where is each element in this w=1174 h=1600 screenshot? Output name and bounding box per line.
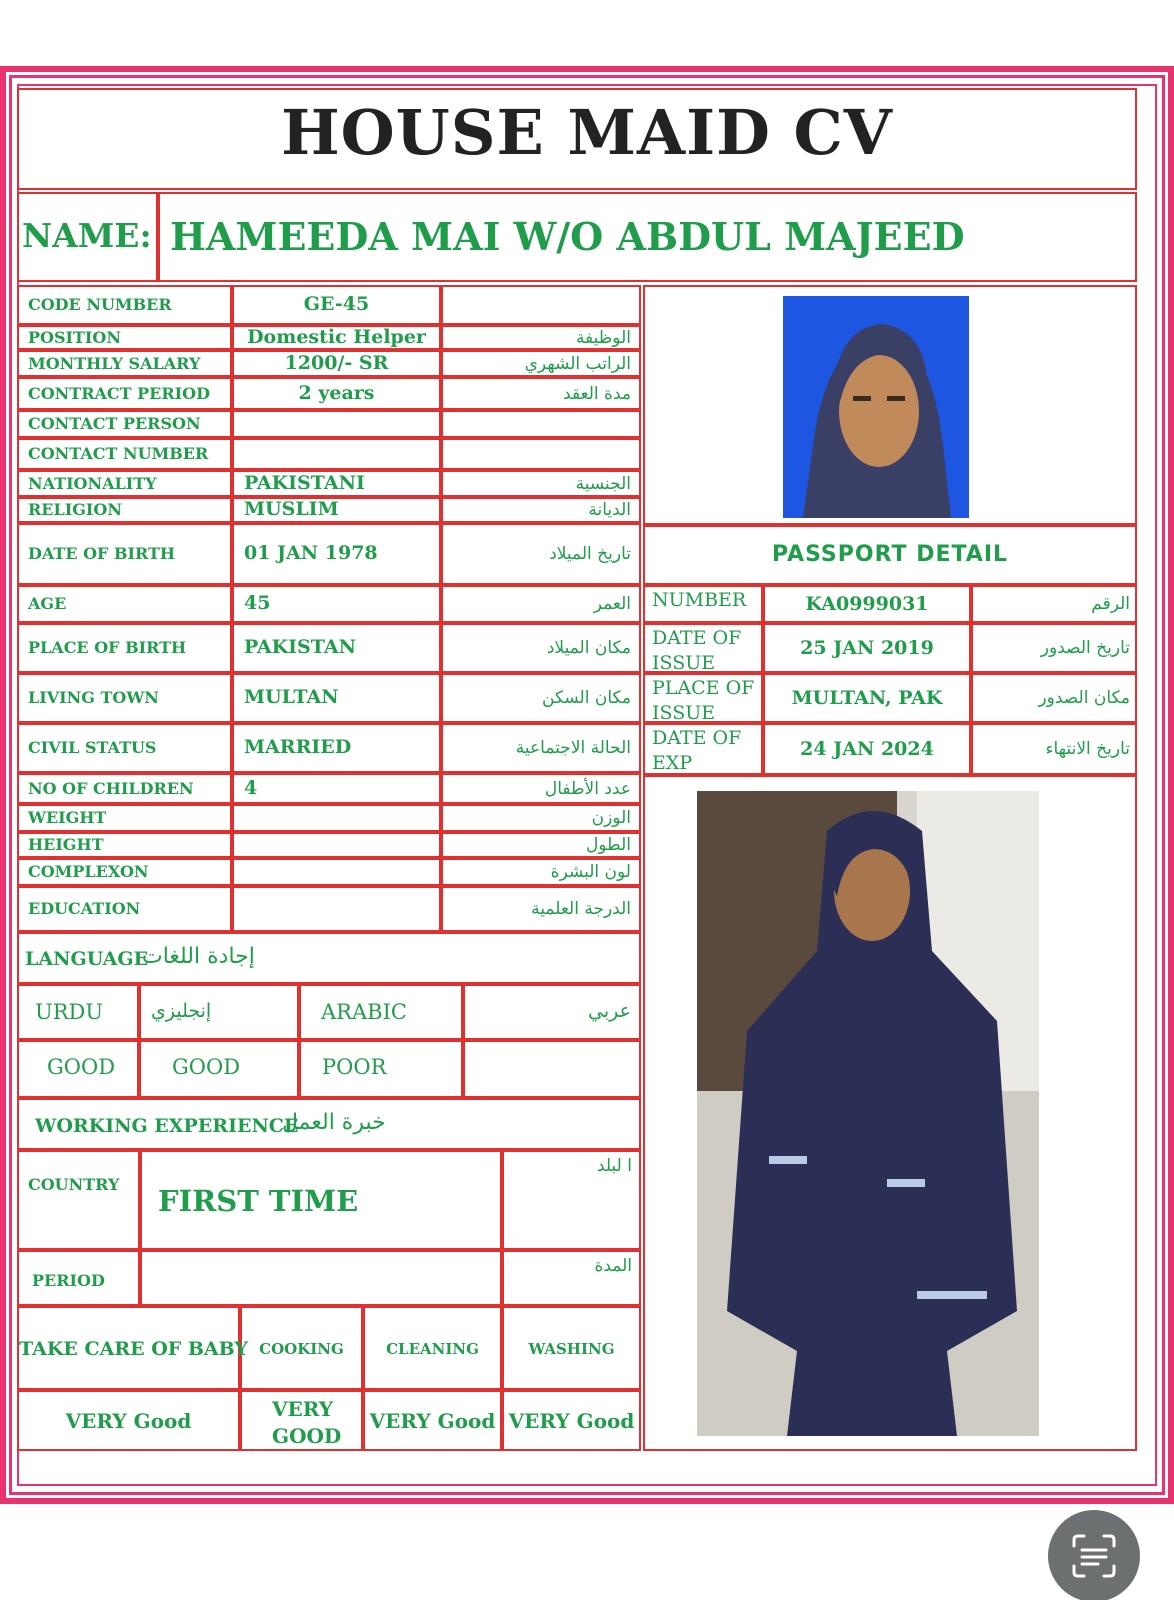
detail-label: CODE NUMBER (28, 295, 172, 314)
passport-arabic: تاريخ الصدور (1040, 638, 1130, 658)
experience-header-arabic: خبرة العمل (282, 1110, 386, 1135)
language-level: GOOD (172, 1055, 241, 1079)
detail-label: COMPLEXON (28, 862, 149, 881)
passport-label: DATE OF EXP (652, 727, 742, 774)
skill-level: VERY Good (369, 1409, 496, 1433)
table-cell (232, 858, 441, 886)
table-cell (441, 410, 641, 438)
detail-arabic: الراتب الشهري (524, 354, 631, 374)
detail-label: POSITION (28, 328, 121, 347)
country-value: FIRST TIME (158, 1184, 359, 1218)
name-label: NAME: (22, 216, 152, 255)
detail-arabic: مكان السكن (542, 688, 631, 708)
passport-value: 24 JAN 2024 (800, 738, 934, 760)
period-value-cell (140, 1250, 502, 1306)
detail-value: 1200/- SR (284, 352, 389, 374)
language-name: ARABIC (321, 1000, 407, 1024)
table-cell (441, 285, 641, 325)
detail-label: NO OF CHILDREN (28, 779, 194, 798)
detail-arabic: مدة العقد (563, 384, 631, 404)
table-cell (232, 886, 441, 932)
detail-label: PLACE OF BIRTH (28, 638, 187, 657)
detail-label: HEIGHT (28, 835, 104, 854)
detail-label: CONTACT NUMBER (28, 444, 209, 463)
language-cell (463, 1040, 641, 1098)
detail-value: 2 years (298, 382, 375, 404)
name-value: HAMEEDA MAI W/O ABDUL MAJEED (170, 214, 965, 259)
detail-value: PAKISTAN (244, 636, 356, 658)
table-cell (441, 438, 641, 470)
language-name: عربي (588, 1000, 631, 1022)
detail-label: CIVIL STATUS (28, 738, 157, 757)
passport-photo (783, 296, 969, 518)
language-header: LANGUAGE (25, 948, 149, 970)
detail-value: 4 (244, 777, 258, 799)
skill-level: VERY Good (508, 1409, 635, 1433)
skill-name: TAKE CARE OF BABY (19, 1338, 248, 1360)
full-body-photo (697, 791, 1039, 1436)
passport-header: PASSPORT DETAIL (771, 542, 1009, 567)
language-header-arabic: إجادة اللغات (142, 944, 255, 969)
passport-label: DATE OF ISSUE (652, 627, 742, 674)
scan-text-icon (1048, 1510, 1140, 1600)
scan-button[interactable] (1048, 1510, 1140, 1600)
detail-arabic: تاريخ الميلاد (549, 544, 631, 564)
detail-arabic: لون البشرة (550, 862, 631, 882)
table-cell (232, 773, 441, 804)
skill-name: COOKING (259, 1340, 344, 1358)
detail-arabic: مكان الميلاد (546, 638, 631, 658)
skill-name: WASHING (528, 1340, 615, 1358)
passport-value: 25 JAN 2019 (800, 637, 934, 659)
country-label: COUNTRY (28, 1175, 120, 1194)
country-arabic: ا لبلد (597, 1156, 632, 1176)
detail-value: PAKISTANI (244, 472, 365, 494)
detail-arabic: العمر (593, 594, 631, 614)
language-level: GOOD (47, 1055, 116, 1079)
detail-label: DATE OF BIRTH (28, 544, 175, 563)
detail-label: CONTACT PERSON (28, 414, 201, 433)
detail-arabic: الديانة (588, 500, 631, 520)
passport-label: NUMBER (652, 589, 747, 611)
table-cell (232, 832, 441, 858)
detail-label: EDUCATION (28, 899, 141, 918)
passport-value: MULTAN, PAK (791, 687, 943, 709)
passport-label: PLACE OF ISSUE (652, 677, 755, 724)
table-cell (232, 410, 441, 438)
detail-label: NATIONALITY (28, 474, 157, 493)
table-cell (232, 438, 441, 470)
detail-value: MARRIED (244, 736, 352, 758)
detail-value: MUSLIM (244, 498, 339, 520)
detail-arabic: الوظيفة (575, 328, 631, 348)
detail-arabic: الجنسية (575, 474, 631, 494)
detail-value: 01 JAN 1978 (244, 542, 378, 564)
detail-label: CONTRACT PERIOD (28, 384, 210, 403)
detail-label: AGE (28, 594, 67, 613)
country-label-cell (17, 1150, 140, 1250)
skill-level: VERY Good (65, 1409, 192, 1433)
detail-value: GE-45 (303, 293, 370, 315)
detail-label: LIVING TOWN (28, 688, 159, 707)
passport-value: KA0999031 (805, 593, 929, 615)
passport-arabic: مكان الصدور (1038, 688, 1130, 708)
detail-arabic: الحالة الاجتماعية (515, 738, 631, 758)
language-level: POOR (322, 1055, 387, 1079)
language-name: URDU (35, 1000, 104, 1024)
detail-arabic: الدرجة العلمية (531, 899, 631, 919)
detail-arabic: الوزن (591, 808, 631, 828)
experience-header: WORKING EXPERIENCE (35, 1115, 299, 1137)
skill-level: VERY GOOD (272, 1397, 342, 1448)
detail-label: RELIGION (28, 500, 122, 519)
page-title: HOUSE MAID CV (281, 96, 893, 169)
detail-arabic: الطول (586, 835, 631, 855)
detail-value: MULTAN (244, 686, 339, 708)
skill-name: CLEANING (386, 1340, 479, 1358)
detail-arabic: عدد الأطفال (544, 779, 631, 799)
period-arabic: المدة (594, 1256, 632, 1276)
detail-value: 45 (244, 592, 271, 614)
passport-arabic: الرقم (1091, 594, 1130, 614)
table-cell (232, 804, 441, 832)
passport-arabic: تاريخ الانتهاء (1045, 739, 1130, 759)
period-label: PERIOD (32, 1271, 105, 1290)
language-name: إنجليزي (151, 1000, 212, 1022)
detail-label: WEIGHT (28, 808, 107, 827)
detail-label: MONTHLY SALARY (28, 354, 201, 373)
detail-value: Domestic Helper (247, 326, 426, 348)
